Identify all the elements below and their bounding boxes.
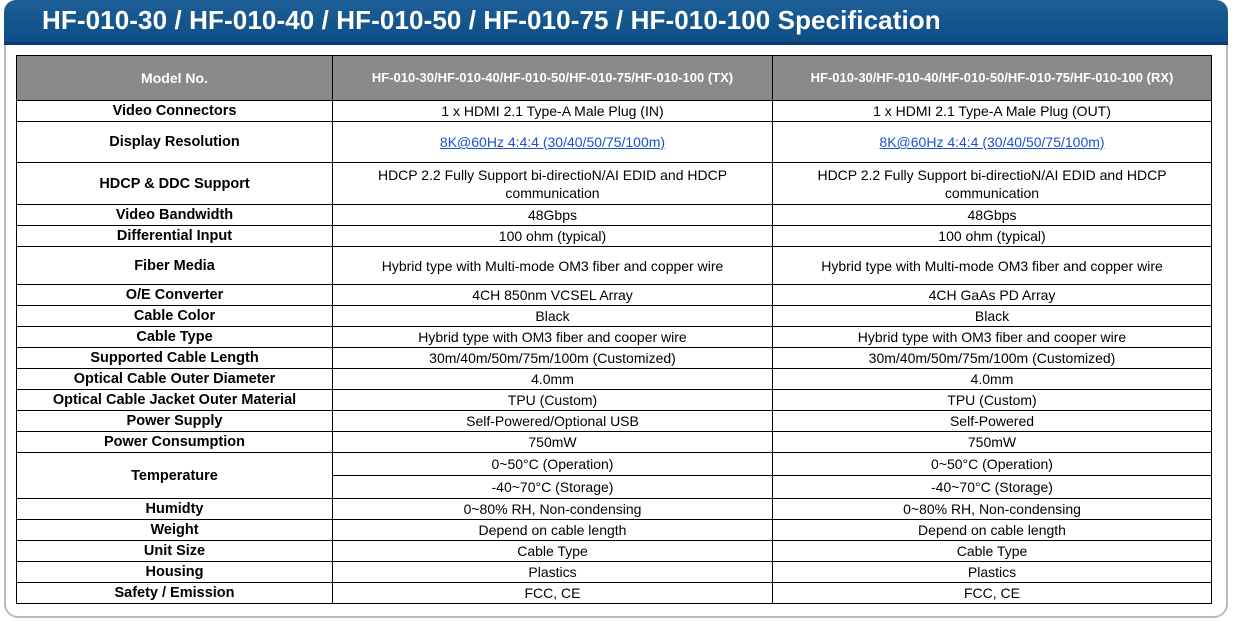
row-label: Optical Cable Outer Diameter [17, 369, 333, 390]
tx-cell: 0~50°C (Operation) [333, 453, 773, 476]
tx-cell: Depend on cable length [333, 520, 773, 541]
tx-cell: -40~70°C (Storage) [333, 476, 773, 499]
spec-table [16, 55, 1212, 604]
table-row [17, 205, 1212, 226]
row-label: Weight [17, 520, 333, 541]
rx-cell: TPU (Custom) [773, 390, 1212, 411]
tx-cell: 4CH 850nm VCSEL Array [333, 285, 773, 306]
tx-cell: Black [333, 306, 773, 327]
rx-header: HF-010-30/HF-010-40/HF-010-50/HF-010-75/HF-010-100 (RX) [773, 56, 1212, 101]
table-row [17, 247, 1212, 285]
row-label: Supported Cable Length [17, 348, 333, 369]
row-label: Cable Color [17, 306, 333, 327]
table-row [17, 499, 1212, 520]
table-row [17, 390, 1212, 411]
tx-cell: 750mW [333, 432, 773, 453]
tx-cell: TPU (Custom) [333, 390, 773, 411]
row-label: Display Resolution [17, 122, 333, 163]
tx-cell: Hybrid type with OM3 fiber and cooper wire [333, 327, 773, 348]
rx-cell: Black [773, 306, 1212, 327]
row-label: Optical Cable Jacket Outer Material [17, 390, 333, 411]
row-label: Unit Size [17, 541, 333, 562]
rx-resolution-link[interactable]: 8K@60Hz 4:4:4 (30/40/50/75/100m) [879, 134, 1105, 150]
row-label: HDCP & DDC Support [17, 163, 333, 205]
row-label: Humidty [17, 499, 333, 520]
table-row [17, 411, 1212, 432]
row-label: Power Consumption [17, 432, 333, 453]
tx-cell: 48Gbps [333, 205, 773, 226]
tx-cell: Hybrid type with Multi-mode OM3 fiber and copper wire [333, 247, 773, 285]
rx-cell: HDCP 2.2 Fully Support bi-directioN/AI EDID and HDCP communication [773, 163, 1212, 205]
table-row [17, 163, 1212, 205]
table-row [17, 285, 1212, 306]
tx-header: HF-010-30/HF-010-40/HF-010-50/HF-010-75/HF-010-100 (TX) [333, 56, 773, 101]
tx-cell: 4.0mm [333, 369, 773, 390]
tx-cell: 30m/40m/50m/75m/100m (Customized) [333, 348, 773, 369]
row-label: Video Connectors [17, 101, 333, 122]
row-label: Housing [17, 562, 333, 583]
rx-cell: Hybrid type with Multi-mode OM3 fiber and copper wire [773, 247, 1212, 285]
row-label: O/E Converter [17, 285, 333, 306]
row-label: Video Bandwidth [17, 205, 333, 226]
rx-cell [773, 122, 1212, 163]
rx-cell: Hybrid type with OM3 fiber and cooper wire [773, 327, 1212, 348]
tx-cell: Plastics [333, 562, 773, 583]
rx-cell: 30m/40m/50m/75m/100m (Customized) [773, 348, 1212, 369]
rx-cell: FCC, CE [773, 583, 1212, 604]
table-row [17, 348, 1212, 369]
table-row [17, 101, 1212, 122]
rx-cell: 1 x HDMI 2.1 Type-A Male Plug (OUT) [773, 101, 1212, 122]
table-row [17, 583, 1212, 604]
row-label: Cable Type [17, 327, 333, 348]
tx-cell: 100 ohm (typical) [333, 226, 773, 247]
table-row [17, 432, 1212, 453]
rx-cell: 750mW [773, 432, 1212, 453]
tx-cell: Self-Powered/Optional USB [333, 411, 773, 432]
row-label: Power Supply [17, 411, 333, 432]
table-row [17, 562, 1212, 583]
tx-cell: Cable Type [333, 541, 773, 562]
rx-cell: Self-Powered [773, 411, 1212, 432]
row-label: Temperature [17, 453, 333, 499]
rx-cell: Plastics [773, 562, 1212, 583]
table-row [17, 369, 1212, 390]
tx-cell: FCC, CE [333, 583, 773, 604]
table-header-row [17, 56, 1212, 101]
tx-cell: HDCP 2.2 Fully Support bi-directioN/AI EDID and HDCP communication [333, 163, 773, 205]
table-row [17, 520, 1212, 541]
tx-cell: 1 x HDMI 2.1 Type-A Male Plug (IN) [333, 101, 773, 122]
page-title: HF-010-30 / HF-010-40 / HF-010-50 / HF-010-75 / HF-010-100 Specification [42, 5, 941, 35]
table-row [17, 306, 1212, 327]
rx-cell: 48Gbps [773, 205, 1212, 226]
row-label: Fiber Media [17, 247, 333, 285]
rx-cell: Depend on cable length [773, 520, 1212, 541]
title-bar [4, 0, 1228, 42]
rx-cell: 100 ohm (typical) [773, 226, 1212, 247]
row-label: Differential Input [17, 226, 333, 247]
rx-cell: 4.0mm [773, 369, 1212, 390]
rx-cell: -40~70°C (Storage) [773, 476, 1212, 499]
tx-cell [333, 122, 773, 163]
table-row [17, 541, 1212, 562]
table-row [17, 327, 1212, 348]
tx-resolution-link[interactable]: 8K@60Hz 4:4:4 (30/40/50/75/100m) [439, 134, 666, 150]
rx-cell: Cable Type [773, 541, 1212, 562]
tx-cell: 0~80% RH, Non-condensing [333, 499, 773, 520]
row-label: Safety / Emission [17, 583, 333, 604]
table-row [17, 226, 1212, 247]
table-row [17, 122, 1212, 163]
model-header: Model No. [17, 56, 333, 101]
rx-cell: 0~50°C (Operation) [773, 453, 1212, 476]
rx-cell: 4CH GaAs PD Array [773, 285, 1212, 306]
table-row [17, 453, 1212, 476]
rx-cell: 0~80% RH, Non-condensing [773, 499, 1212, 520]
